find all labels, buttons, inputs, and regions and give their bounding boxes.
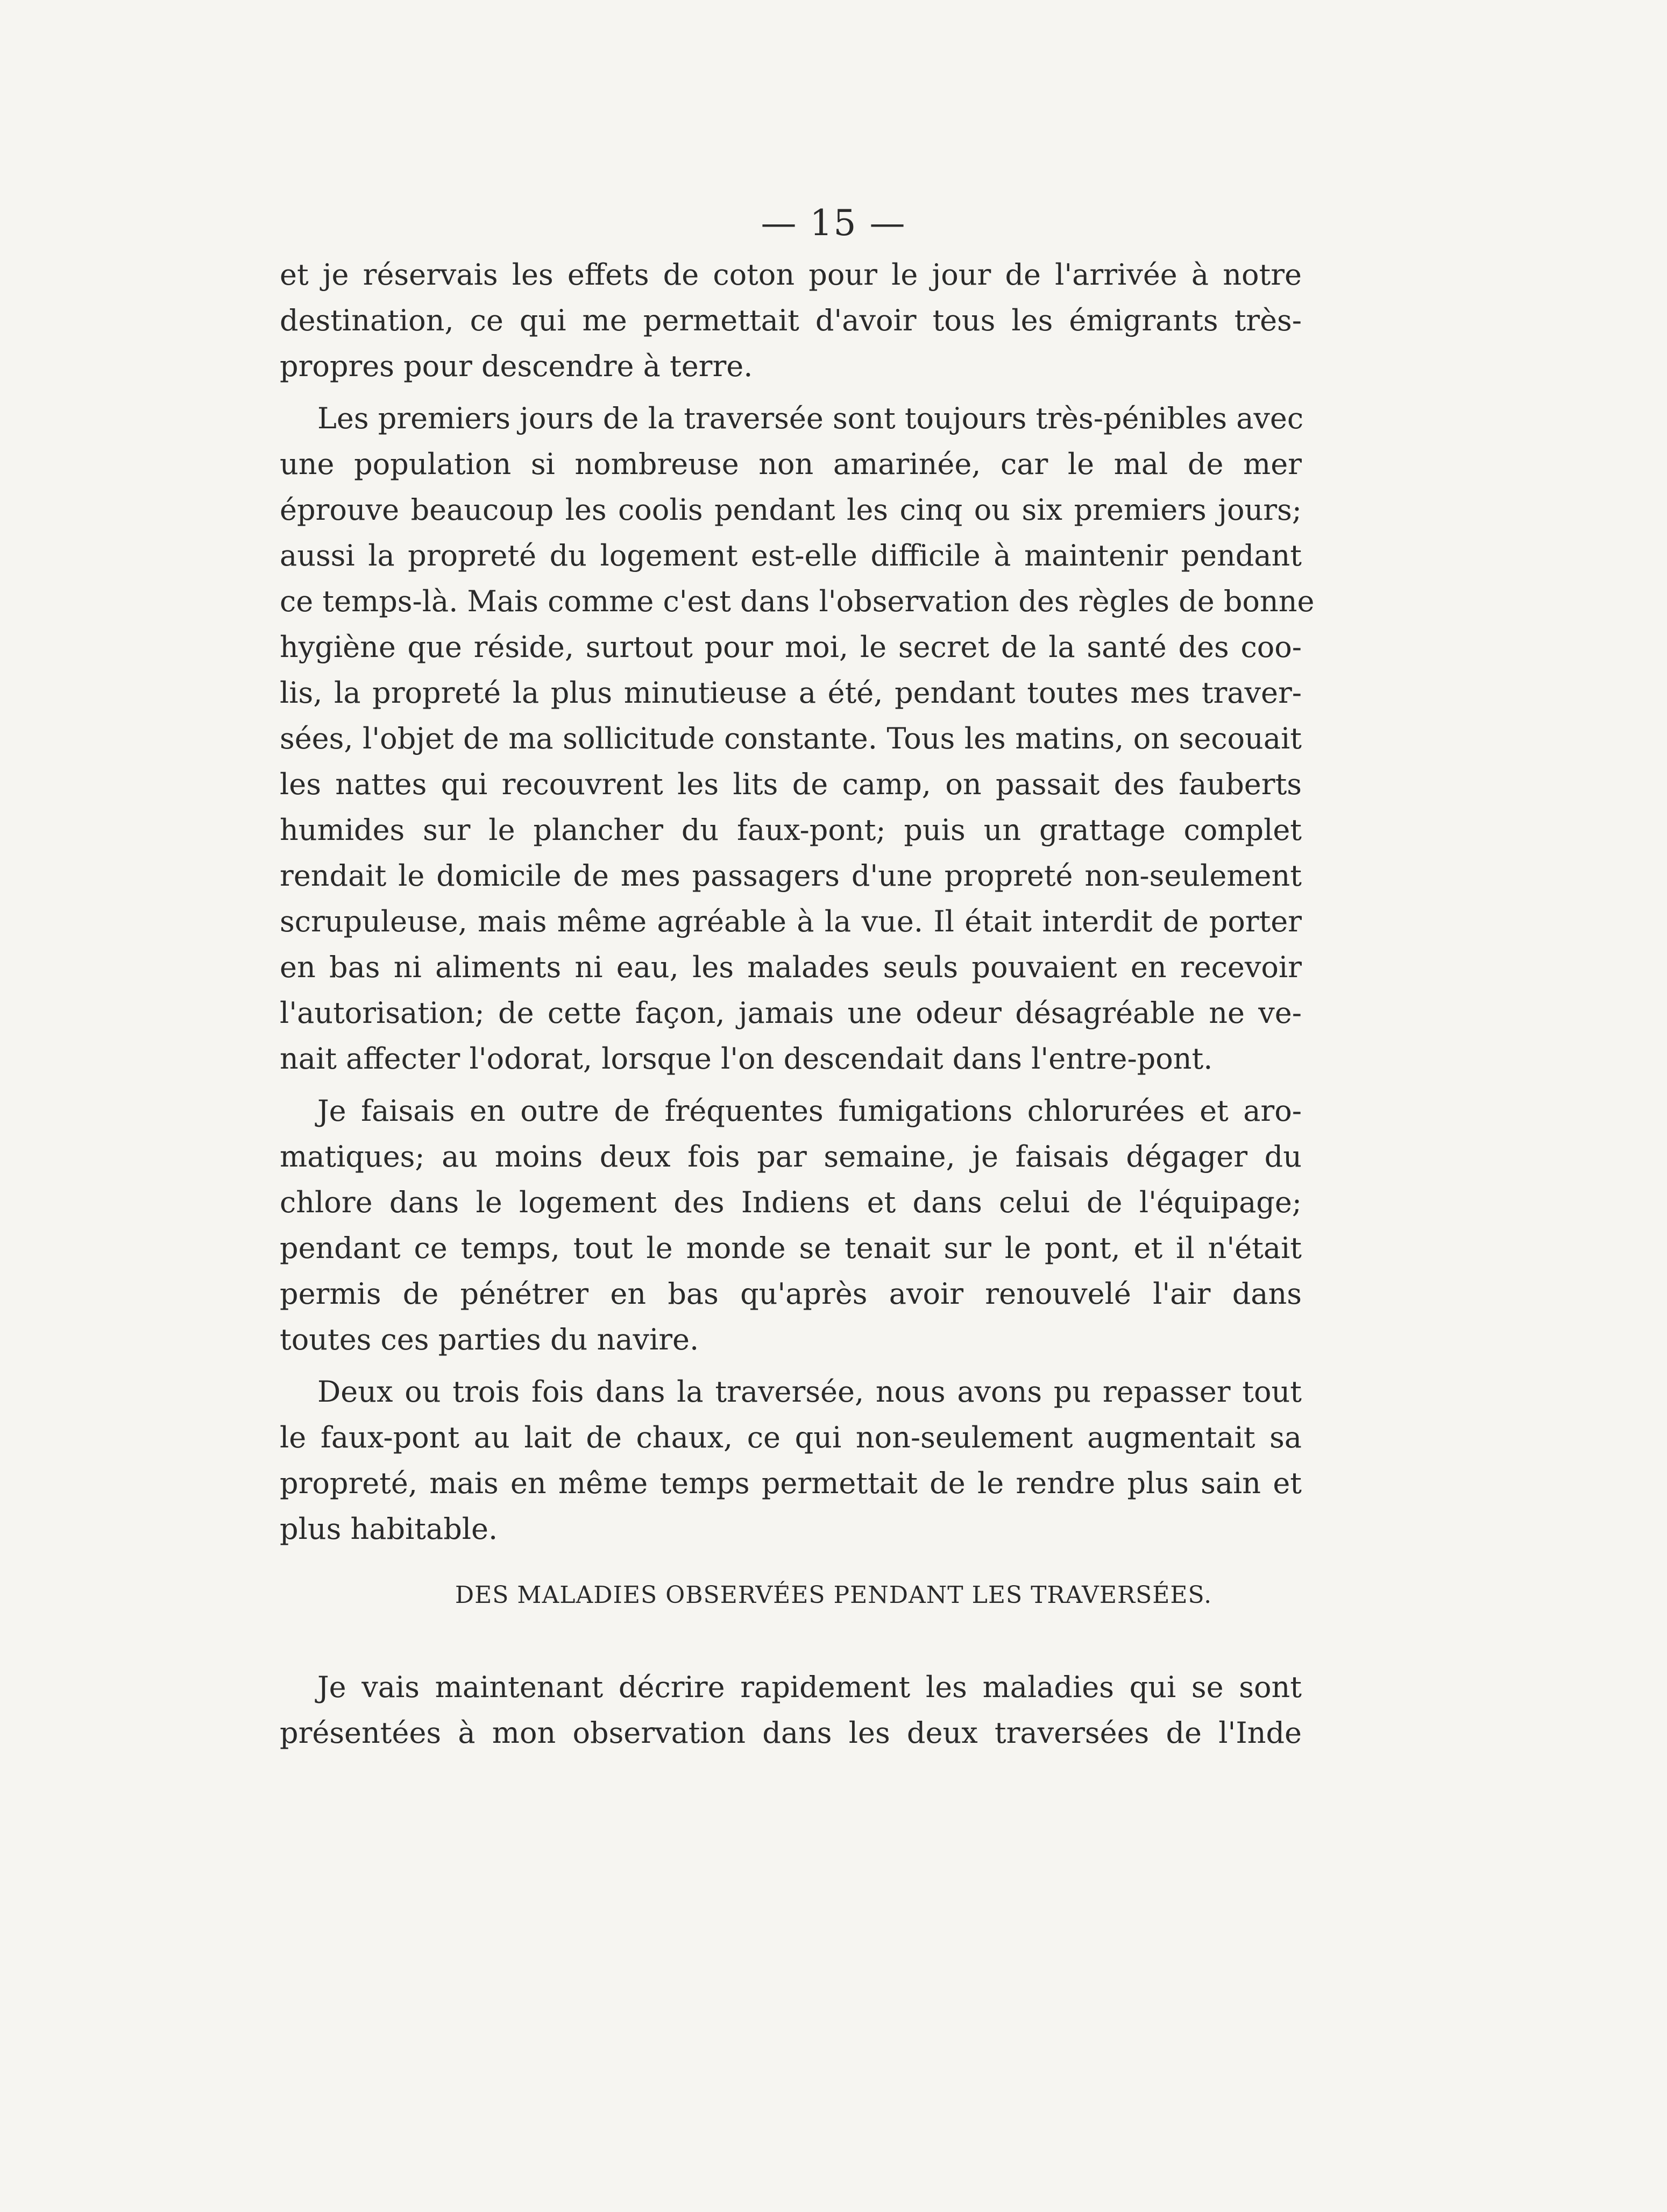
text-line: aussi la propreté du logement est-elle difficile à maintenir pendant bbox=[280, 539, 1302, 573]
text-line: toutes ces parties du navire. bbox=[280, 1323, 699, 1356]
text-line: une population si nombreuse non amarinée, car le mal de mer bbox=[280, 447, 1302, 481]
text-line: les nattes qui recouvrent les lits de camp, on passait des fauberts bbox=[280, 767, 1302, 801]
section-heading: DES MALADIES OBSERVÉES PENDANT LES TRAVERSÉES. bbox=[455, 1581, 1212, 1609]
text-line: Je vais maintenant décrire rapidement les maladies qui se sont bbox=[317, 1670, 1302, 1704]
text-line: et je réservais les effets de coton pour le jour de l'arrivée à notre bbox=[280, 258, 1302, 292]
text-line: propres pour descendre à terre. bbox=[280, 349, 753, 383]
text-line: permis de pénétrer en bas qu'après avoir renouvelé l'air dans bbox=[280, 1277, 1302, 1311]
text-line: le faux-pont au lait de chaux, ce qui non-seulement augmentait sa bbox=[280, 1421, 1302, 1454]
text-line: éprouve beaucoup les coolis pendant les cinq ou six premiers jours; bbox=[280, 493, 1302, 527]
text-line: rendait le domicile de mes passagers d'une propreté non-seulement bbox=[280, 859, 1302, 893]
text-line: lis, la propreté la plus minutieuse a été, pendant toutes mes traver- bbox=[280, 676, 1302, 710]
text-line: sées, l'objet de ma sollicitude constante. Tous les matins, on secouait bbox=[280, 722, 1302, 755]
section-body-text bbox=[280, 1664, 1302, 1756]
text-line: pendant ce temps, tout le monde se tenait sur le pont, et il n'était bbox=[280, 1231, 1302, 1265]
text-line: l'autorisation; de cette façon, jamais une odeur désagréable ne ve- bbox=[280, 996, 1302, 1030]
paragraph-2 bbox=[280, 395, 1315, 1082]
text-line: humides sur le plancher du faux-pont; puis un grattage complet bbox=[280, 813, 1302, 847]
text-line: destination, ce qui me permettait d'avoir tous les émigrants très- bbox=[280, 303, 1302, 337]
text-line: matiques; au moins deux fois par semaine, je faisais dégager du bbox=[280, 1140, 1302, 1174]
text-line: Deux ou trois fois dans la traversée, nous avons pu repasser tout bbox=[317, 1375, 1302, 1409]
text-line: présentées à mon observation dans les deux traversées de l'Inde bbox=[280, 1716, 1302, 1750]
body-text bbox=[280, 252, 1315, 1552]
text-line: ce temps-là. Mais comme c'est dans l'observation des règles de bonne bbox=[280, 584, 1315, 618]
text-line: hygiène que réside, surtout pour moi, le secret de la santé des coo- bbox=[280, 630, 1302, 664]
paragraph-1 bbox=[280, 252, 1302, 389]
paragraph-3 bbox=[280, 1088, 1302, 1362]
text-line: Je faisais en outre de fréquentes fumigations chlorurées et aro- bbox=[317, 1094, 1302, 1128]
text-line: plus habitable. bbox=[280, 1512, 498, 1546]
text-line: propreté, mais en même temps permettait de le rendre plus sain et bbox=[280, 1466, 1302, 1500]
text-line: Les premiers jours de la traversée sont toujours très-pénibles avec bbox=[317, 401, 1304, 435]
text-line: nait affecter l'odorat, lorsque l'on descendait dans l'entre-pont. bbox=[280, 1042, 1213, 1076]
text-line: scrupuleuse, mais même agréable à la vue. Il était interdit de porter bbox=[280, 904, 1302, 938]
page-number: — 15 — bbox=[761, 202, 906, 244]
text-line: en bas ni aliments ni eau, les malades seuls pouvaient en recevoir bbox=[280, 950, 1302, 984]
paragraph-4 bbox=[280, 1369, 1302, 1552]
text-line: chlore dans le logement des Indiens et dans celui de l'équipage; bbox=[280, 1185, 1302, 1219]
